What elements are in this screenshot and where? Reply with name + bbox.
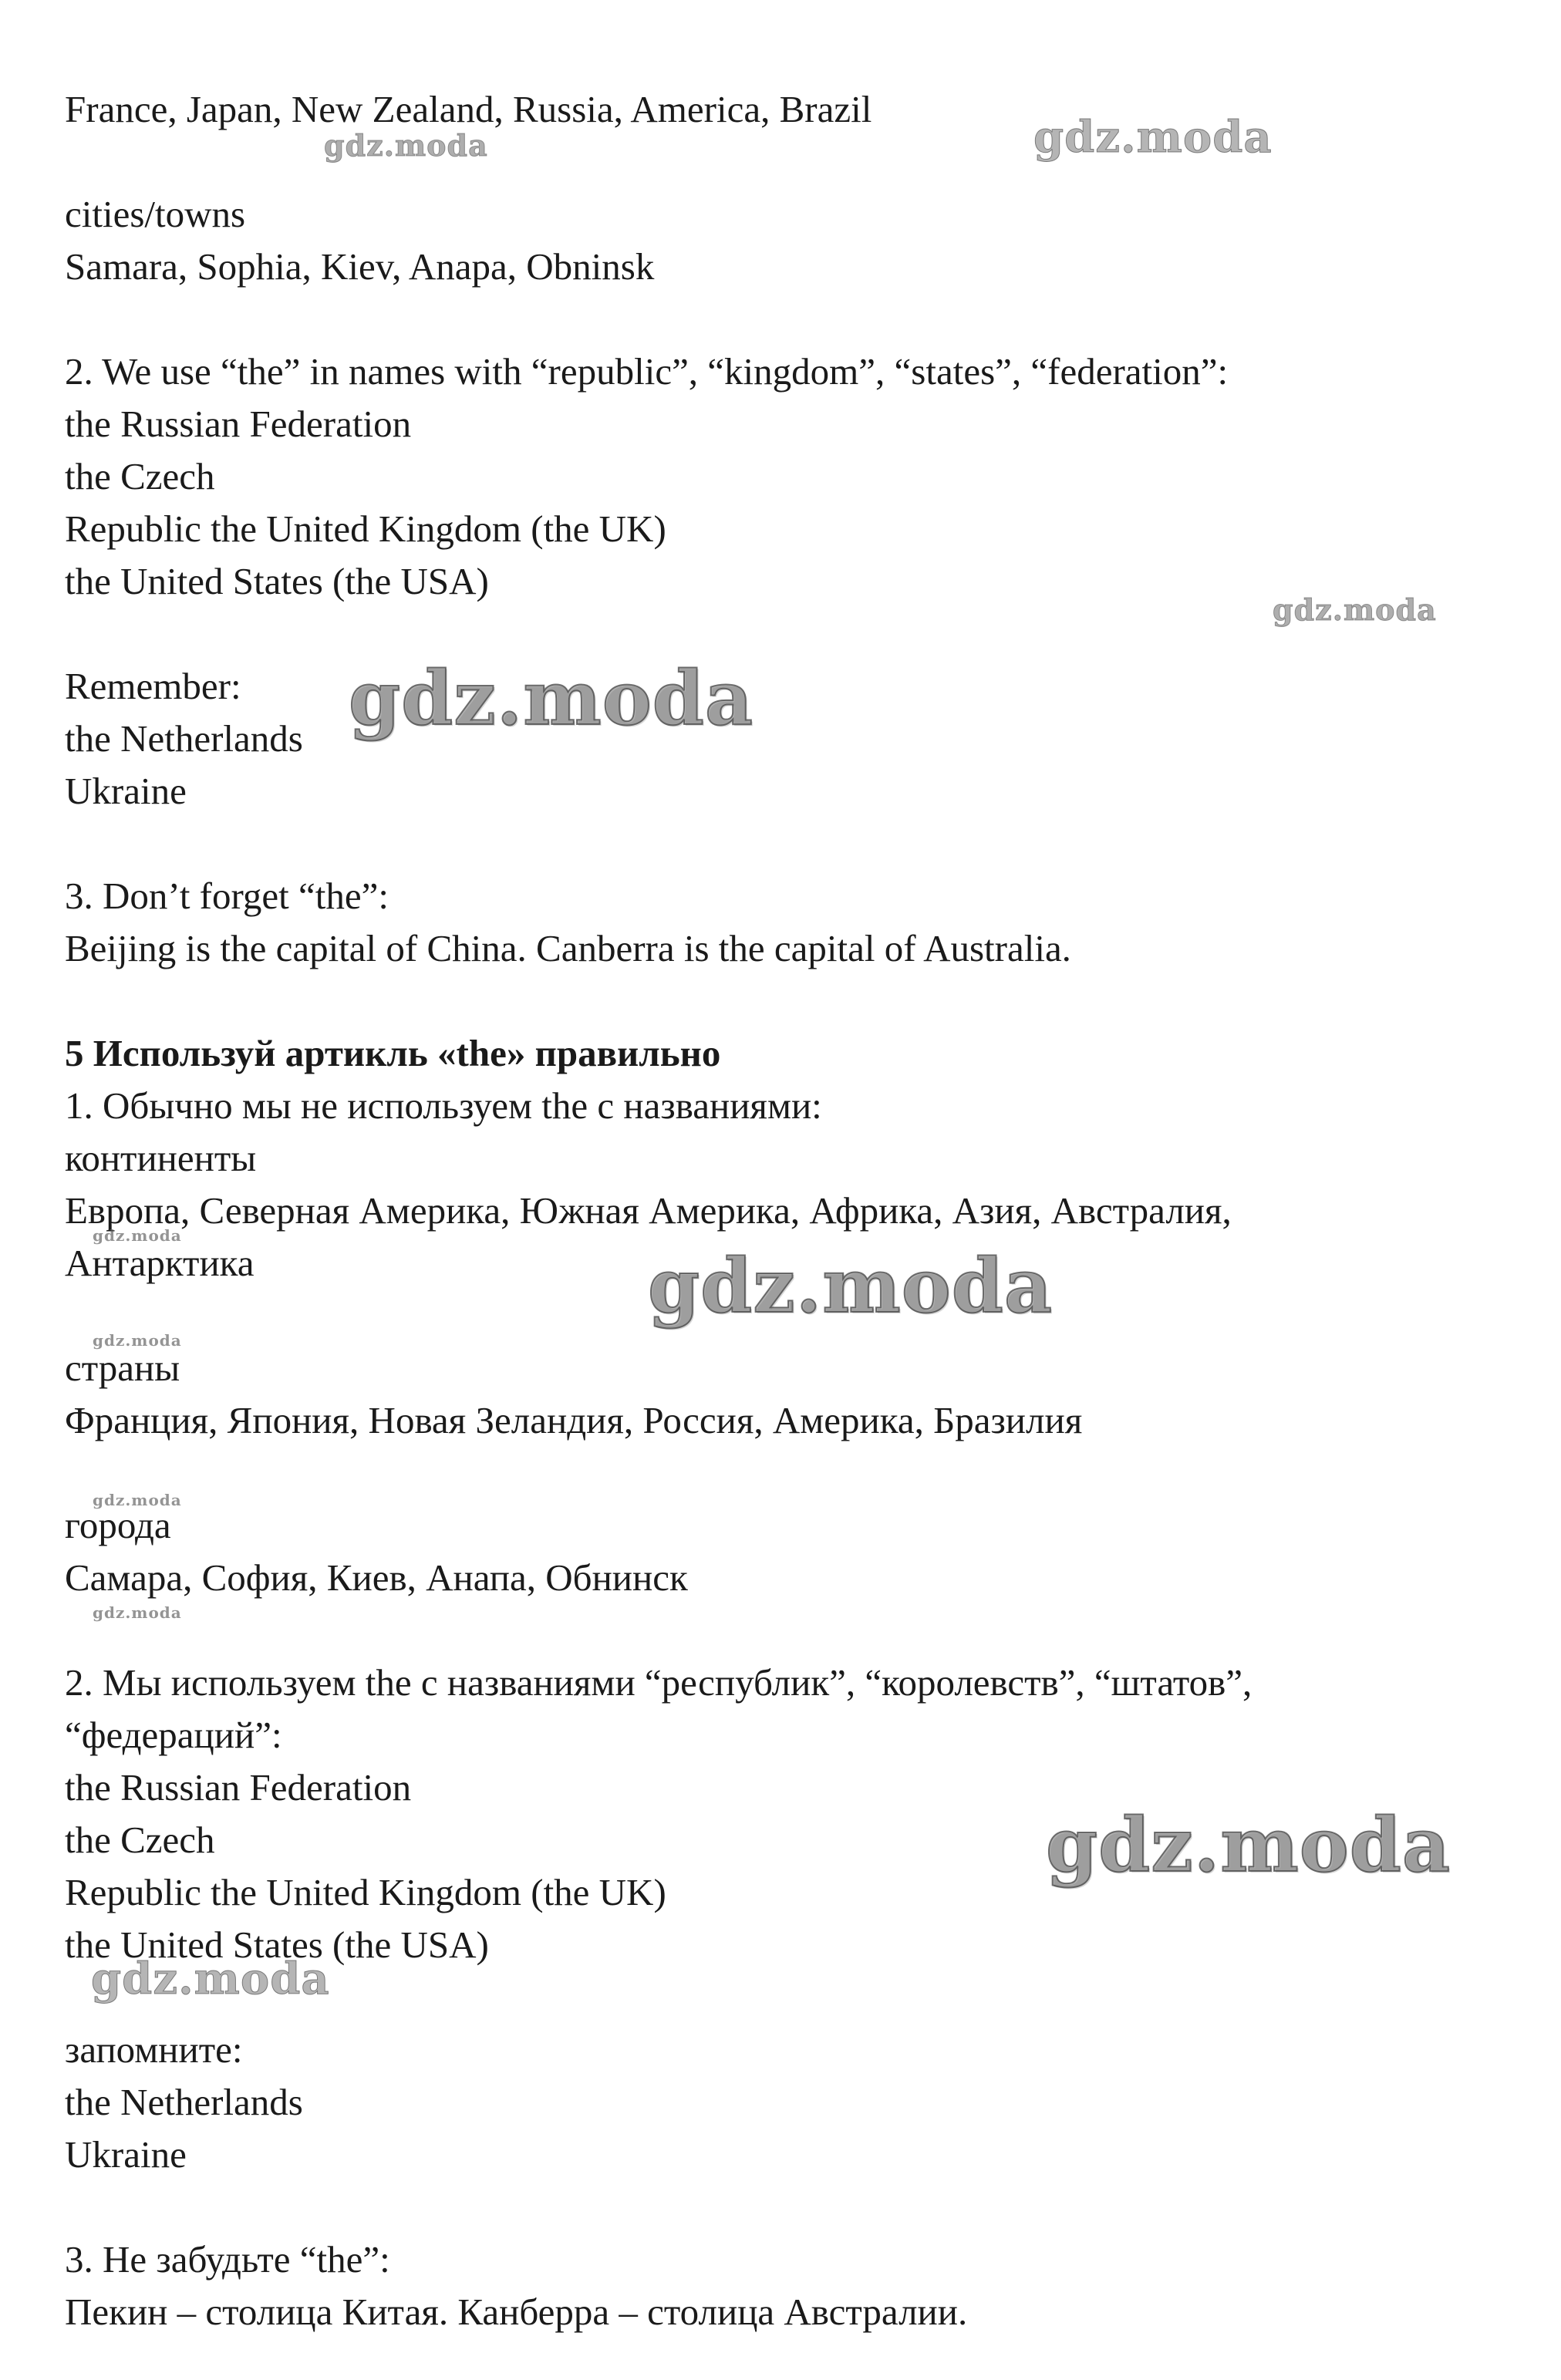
text-line: Самара, София, Киев, Анапа, Обнинск (65, 1556, 688, 1599)
text-line: Ukraine (65, 770, 187, 812)
text-line: cities/towns (65, 193, 246, 235)
text-line: France, Japan, New Zealand, Russia, America, Brazil (65, 88, 872, 130)
text-line: Антарктика (65, 1242, 255, 1284)
text-line: 2. We use “the” in names with “republic”, “kingdom”, “states”, “federation”: (65, 350, 1229, 393)
text-line: “федераций”: (65, 1714, 282, 1756)
text-line: the Netherlands (65, 717, 303, 760)
text-line: Пекин – столица Китая. Канберра – столица Австралии. (65, 2291, 968, 2333)
watermark: gdz.moda (93, 1226, 182, 1245)
text-line: the Czech (65, 455, 215, 497)
text-line: the Russian Federation (65, 403, 412, 445)
watermark: gdz.moda (1046, 1802, 1451, 1889)
text-line: Remember: (65, 665, 241, 707)
watermark: gdz.moda (91, 1954, 330, 2004)
text-line: the Czech (65, 1819, 215, 1861)
watermark: gdz.moda (349, 655, 754, 742)
watermark: gdz.moda (93, 1491, 182, 1509)
text-line: Republic the United Kingdom (the UK) (65, 1871, 666, 1913)
watermark: gdz.moda (1033, 112, 1273, 163)
text-line: 1. Обычно мы не используем the с названиями: (65, 1084, 822, 1127)
text-line: Beijing is the capital of China. Canberra is the capital of Australia. (65, 927, 1071, 969)
text-line: the Netherlands (65, 2081, 303, 2123)
text-line: Samara, Sophia, Kiev, Anapa, Obninsk (65, 245, 655, 288)
text-line: страны (65, 1347, 180, 1389)
watermark: gdz.moda (93, 1603, 182, 1622)
text-line: 2. Мы используем the с названиями “республик”, “королевств”, “штатов”, (65, 1661, 1253, 1704)
text-line: the Russian Federation (65, 1766, 412, 1809)
text-line: города (65, 1504, 171, 1546)
watermark: gdz.moda (93, 1331, 182, 1350)
text-line: Европа, Северная Америка, Южная Америка, Африка, Азия, Австралия, (65, 1189, 1232, 1232)
text-line: континенты (65, 1137, 257, 1179)
text-line: Ukraine (65, 2133, 187, 2176)
section-heading: 5 Используй артикль «the» правильно (65, 1032, 721, 1074)
watermark: gdz.moda (648, 1242, 1054, 1330)
text-line: Republic the United Kingdom (the UK) (65, 507, 666, 550)
watermark: gdz.moda (1273, 592, 1437, 627)
watermark: gdz.moda (324, 128, 488, 163)
text-line: the United States (the USA) (65, 1923, 489, 1966)
text-line: the United States (the USA) (65, 560, 489, 602)
text-line: 3. Не забудьте “the”: (65, 2238, 390, 2281)
text-line: 3. Don’t forget “the”: (65, 875, 389, 917)
text-line: Франция, Япония, Новая Зеландия, Россия, Америка, Бразилия (65, 1399, 1083, 1441)
text-line: запомните: (65, 2028, 243, 2071)
